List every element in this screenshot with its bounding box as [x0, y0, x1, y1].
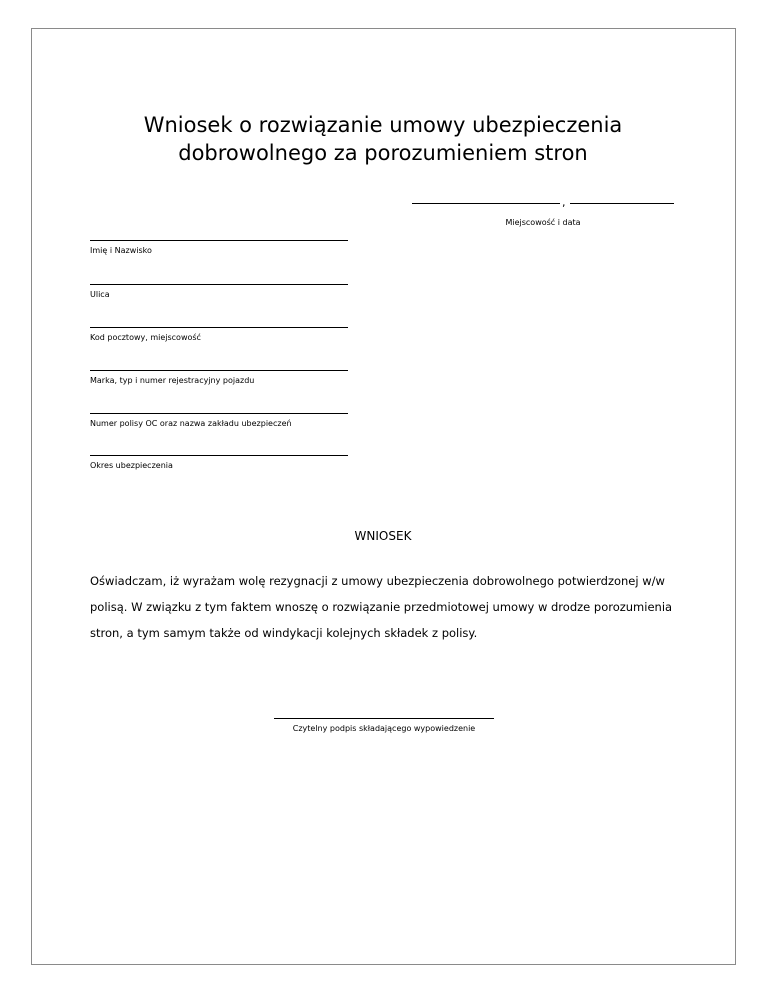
place-date-separator: ,: [562, 196, 566, 209]
field-label: Kod pocztowy, miejscowość: [90, 333, 201, 342]
field-policy: [90, 413, 348, 429]
signature-rule: [274, 718, 494, 719]
document-page: [31, 28, 736, 965]
title-line-2: dobrowolnego za porozumieniem stron: [178, 141, 588, 166]
field-period: [90, 455, 348, 471]
field-rule: [90, 240, 348, 241]
field-rule: [90, 370, 348, 371]
title-line-1: Wniosek o rozwiązanie umowy ubezpieczenia: [143, 113, 623, 138]
document-title: [0, 111, 766, 167]
signature-field: [274, 718, 494, 733]
field-rule: [90, 413, 348, 414]
field-rule: [90, 284, 348, 285]
field-label: Ulica: [90, 290, 110, 299]
field-street: [90, 284, 348, 300]
signature-caption: Czytelny podpis składającego wypowiedzenie: [292, 724, 476, 733]
field-name: [90, 240, 348, 256]
body-paragraph: [90, 568, 695, 646]
field-rule: [90, 327, 348, 328]
body-line-1: Oświadczam, iż wyrażam wolę rezygnacji z umowy ubezpieczenia dobrowolnego potwierdzonej w/w: [90, 574, 665, 588]
field-label: Okres ubezpieczenia: [90, 461, 173, 470]
field-postal-city: [90, 327, 348, 343]
field-label: Marka, typ i numer rejestracyjny pojazdu: [90, 376, 255, 385]
field-label: Imię i Nazwisko: [90, 246, 152, 255]
place-line: [412, 203, 560, 204]
field-vehicle: [90, 370, 348, 386]
date-line: [570, 203, 674, 204]
place-date-caption: Miejscowość i data: [505, 218, 581, 227]
field-rule: [90, 455, 348, 456]
field-label: Numer polisy OC oraz nazwa zakładu ubezpieczeń: [90, 419, 292, 428]
body-line-2: polisą. W związku z tym faktem wnoszę o rozwiązanie przedmiotowej umowy w drodze porozumienia: [90, 600, 673, 614]
body-line-3: stron, a tym samym także od windykacji kolejnych składek z polisy.: [90, 626, 478, 640]
section-heading: WNIOSEK: [354, 529, 412, 543]
